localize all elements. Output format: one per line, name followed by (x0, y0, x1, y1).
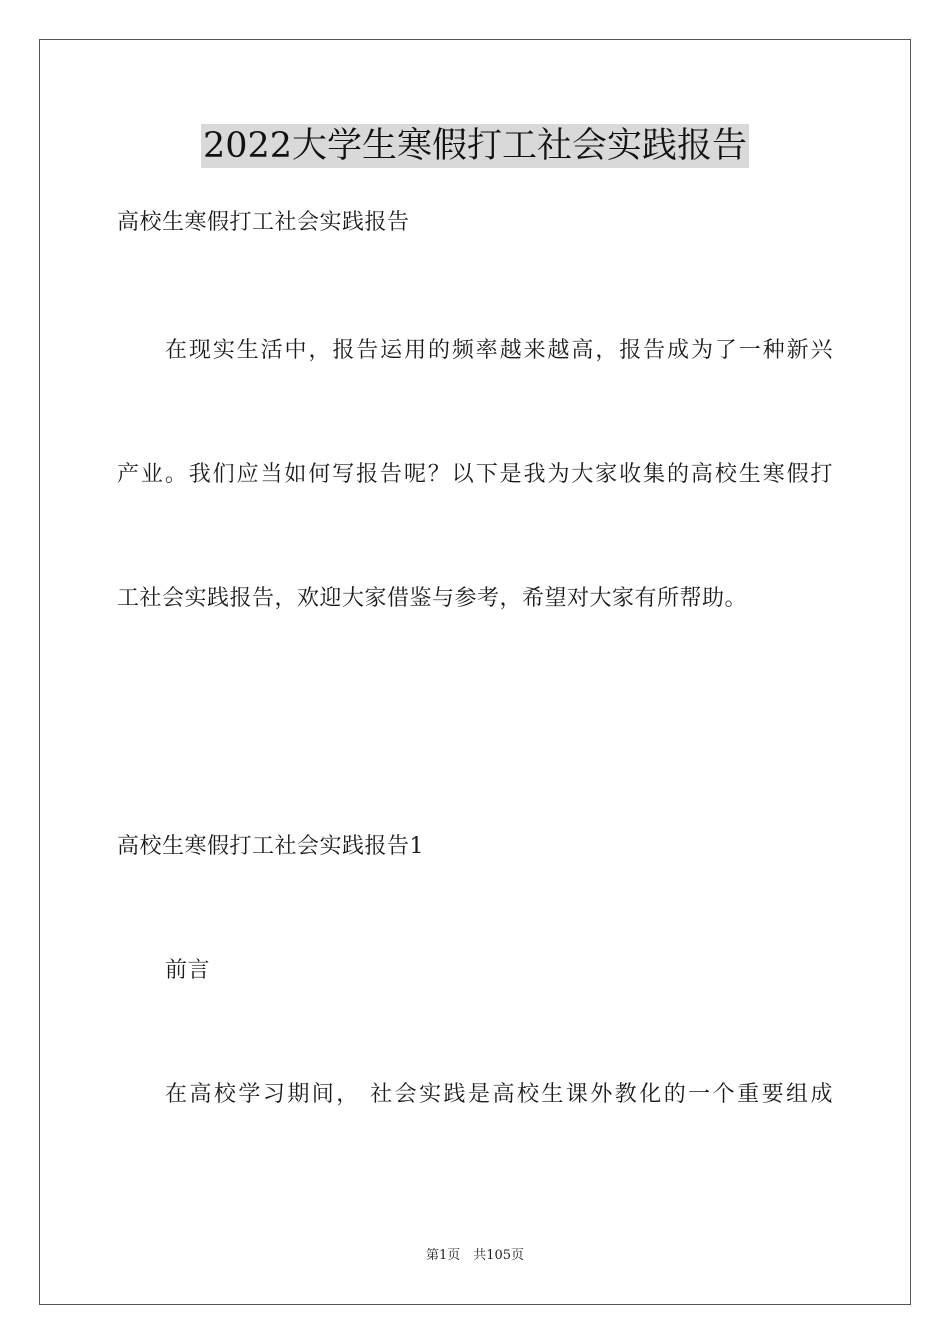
intro-paragraph-line-1: 在现实生活中，报告运用的频率越来越高，报告成为了一种新兴 (165, 338, 833, 363)
document-subtitle: 高校生寒假打工社会实践报告 (117, 210, 410, 235)
section-heading: 高校生寒假打工社会实践报告1 (117, 834, 424, 859)
intro-paragraph-line-2: 产业。我们应当如何写报告呢？以下是我为大家收集的高校生寒假打 (117, 462, 833, 487)
preface-heading: 前言 (165, 958, 211, 983)
title-container (0, 124, 950, 168)
preface-paragraph-line-1: 在高校学习期间， 社会实践是高校生课外教化的一个重要组成 (165, 1082, 833, 1107)
page-number-footer: 第1页 共105页 (425, 1248, 525, 1263)
intro-paragraph-line-3: 工社会实践报告，欢迎大家借鉴与参考，希望对大家有所帮助。 (117, 586, 748, 611)
document-title: 2022大学生寒假打工社会实践报告 (202, 126, 748, 166)
